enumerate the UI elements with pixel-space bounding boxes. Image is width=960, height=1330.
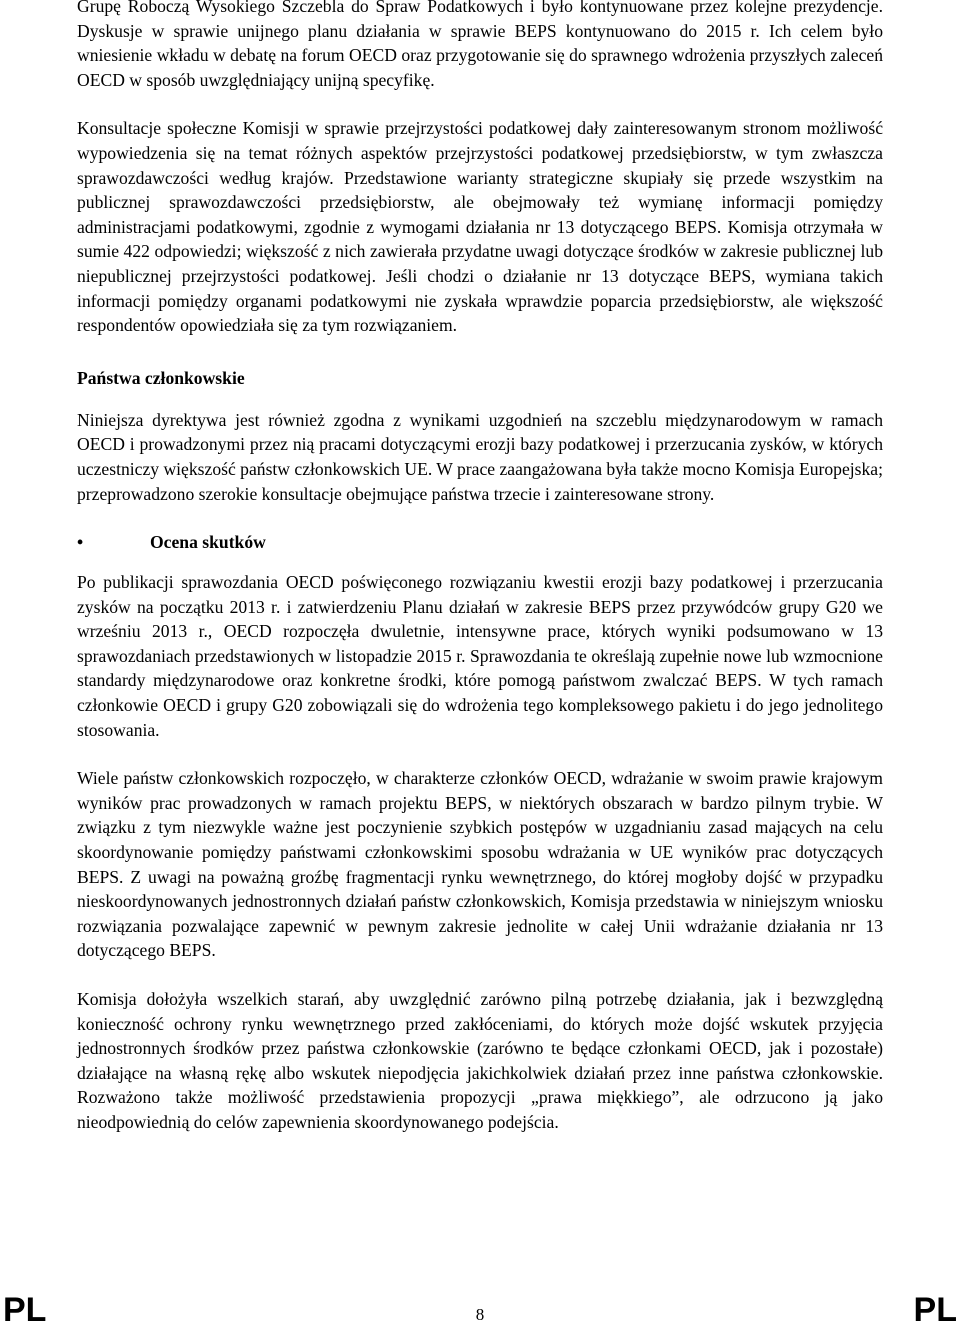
paragraph-impact-commission: Komisja dołożyła wszelkich starań, aby uwzględnić zarówno pilną potrzebę działania, jak i bezwzględną konieczność ochrony rynku wewnętrznego przed zakłóceniami, do których może dojść wskutek przyjęcia jednostronnych środków przez państwa członkowskie (zarówno te będące członkami OECD, jak i pozostałe) działające na własną rękę albo wskutek niepodjęcia jakichkolwiek działań przez inne państwa członkowskie. Rozważono także możliwość przedstawienia propozycji „prawa miękkiego”, ale odrzucono ją jako nieodpowiednią do celów zapewnienia skoordynowanego podejścia. <box>77 989 883 1132</box>
page-number: 8 <box>475 1305 485 1324</box>
footer-language-right: PL <box>913 1291 957 1329</box>
footer-language-left: PL <box>3 1291 47 1329</box>
document-body <box>77 0 883 1159</box>
paragraph-member-states: Niniejsza dyrektywa jest również zgodna z wynikami uzgodnień na szczeblu międzynarodowym w ramach OECD i prowadzonymi przez nią pracami dotyczącymi erozji bazy podatkowej i przerzucania zysków, w których uczestniczy większość państw członkowskich UE. W prace zaangażowana była także mocno Komisja Europejska; przeprowadzono szerokie konsultacje obejmujące państwa trzecie i zainteresowane strony. <box>77 409 883 504</box>
section-heading-impact <box>77 530 883 554</box>
paragraph-consultations: Konsultacje społeczne Komisji w sprawie przejrzystości podatkowej dały zainteresowanym stronom możliwość wypowiedzenia się na temat różnych aspektów przejrzystości podatkowej przedsiębiorstw, w tym zwłaszcza sprawozdawczości według krajów. Przedstawione warianty strategiczne skupiały się przede wszystkim na publicznej sprawozdawczości przedsiębiorstw, ale obejmowały też wymianę informacji pomiędzy administracjami podatkowymi, zgodnie z wymogami działania nr 13 dotyczącego BEPS. Komisja otrzymała w sumie 422 odpowiedzi; większość z nich zawierała przydatne uwagi dotyczące środków w zakresie publicznej lub niepublicznej przejrzystości podatkowej. Jeśli chodzi o działanie nr 13 dotyczące BEPS, wymiana takich informacji pomiędzy organami podatkowymi nie zyskała wprawdzie poparcia przedsiębiorstw, ale większość respondentów opowiedziała się za tym rozwiązaniem. <box>77 118 883 336</box>
bullet-icon: • <box>77 532 84 553</box>
section-heading-member-states: Państwa członkowskie <box>77 367 245 388</box>
paragraph-intro: Grupę Roboczą Wysokiego Szczebla do Spraw Podatkowych i było kontynuowane przez kolejne prezydencje. Dyskusje w sprawie unijnego planu działania w sprawie BEPS kontynuowano do 2015 r. Ich celem było wniesienie wkładu w debatę na forum OECD oraz przygotowanie się do sprawnego wdrożenia przyszłych zaleceń OECD w sposób uwzględniający unijną specyfikę. <box>77 0 883 90</box>
section-heading-impact-label: Ocena skutków <box>150 532 266 553</box>
paragraph-impact-oecd: Po publikacji sprawozdania OECD poświęconego rozwiązaniu kwestii erozji bazy podatkowej i przerzucania zysków na początku 2013 r. i zatwierdzeniu Planu działań w zakresie BEPS przez przywódców grupy G20 we wrześniu 2013 r., OECD rozpoczęła dwuletnie, intensywne prace, których wyniki podsumowano w 13 sprawozdaniach przedstawionych w listopadzie 2015 r. Sprawozdania te określają zupełnie nowe lub wzmocnione standardy międzynarodowe oraz konkretne środki, które pomogą państwom zwalczać BEPS. W tych ramach członkowie OECD i grupy G20 zobowiązali się do wdrożenia tego kompleksowego pakietu i do jego jednolitego stosowania. <box>77 572 883 740</box>
paragraph-impact-member-states: Wiele państw członkowskich rozpoczęło, w charakterze członków OECD, wdrażanie w swoim prawie krajowym wyników prac prowadzonych w ramach projektu BEPS, w niektórych obszarach w bardzo pilnym trybie. W związku z tym niezwykle ważne jest poczynienie szybkich postępów w uzgadnianiu zasad mających na celu skoordynowanie pomiędzy państwami członkowskimi sposobu wdrażania w UE wyników prac dotyczących BEPS. Z uwagi na poważną groźbę fragmentacji rynku wewnętrznego, do której mogłoby dojść w przypadku nieskoordynowanych jednostronnych działań państw członkowskich, Komisja przedstawia w niniejszym wniosku rozwiązania pozwalające zapewnić w pewnym zakresie jednolite w całej Unii wdrażanie działania nr 13 dotyczącego BEPS. <box>77 768 883 961</box>
